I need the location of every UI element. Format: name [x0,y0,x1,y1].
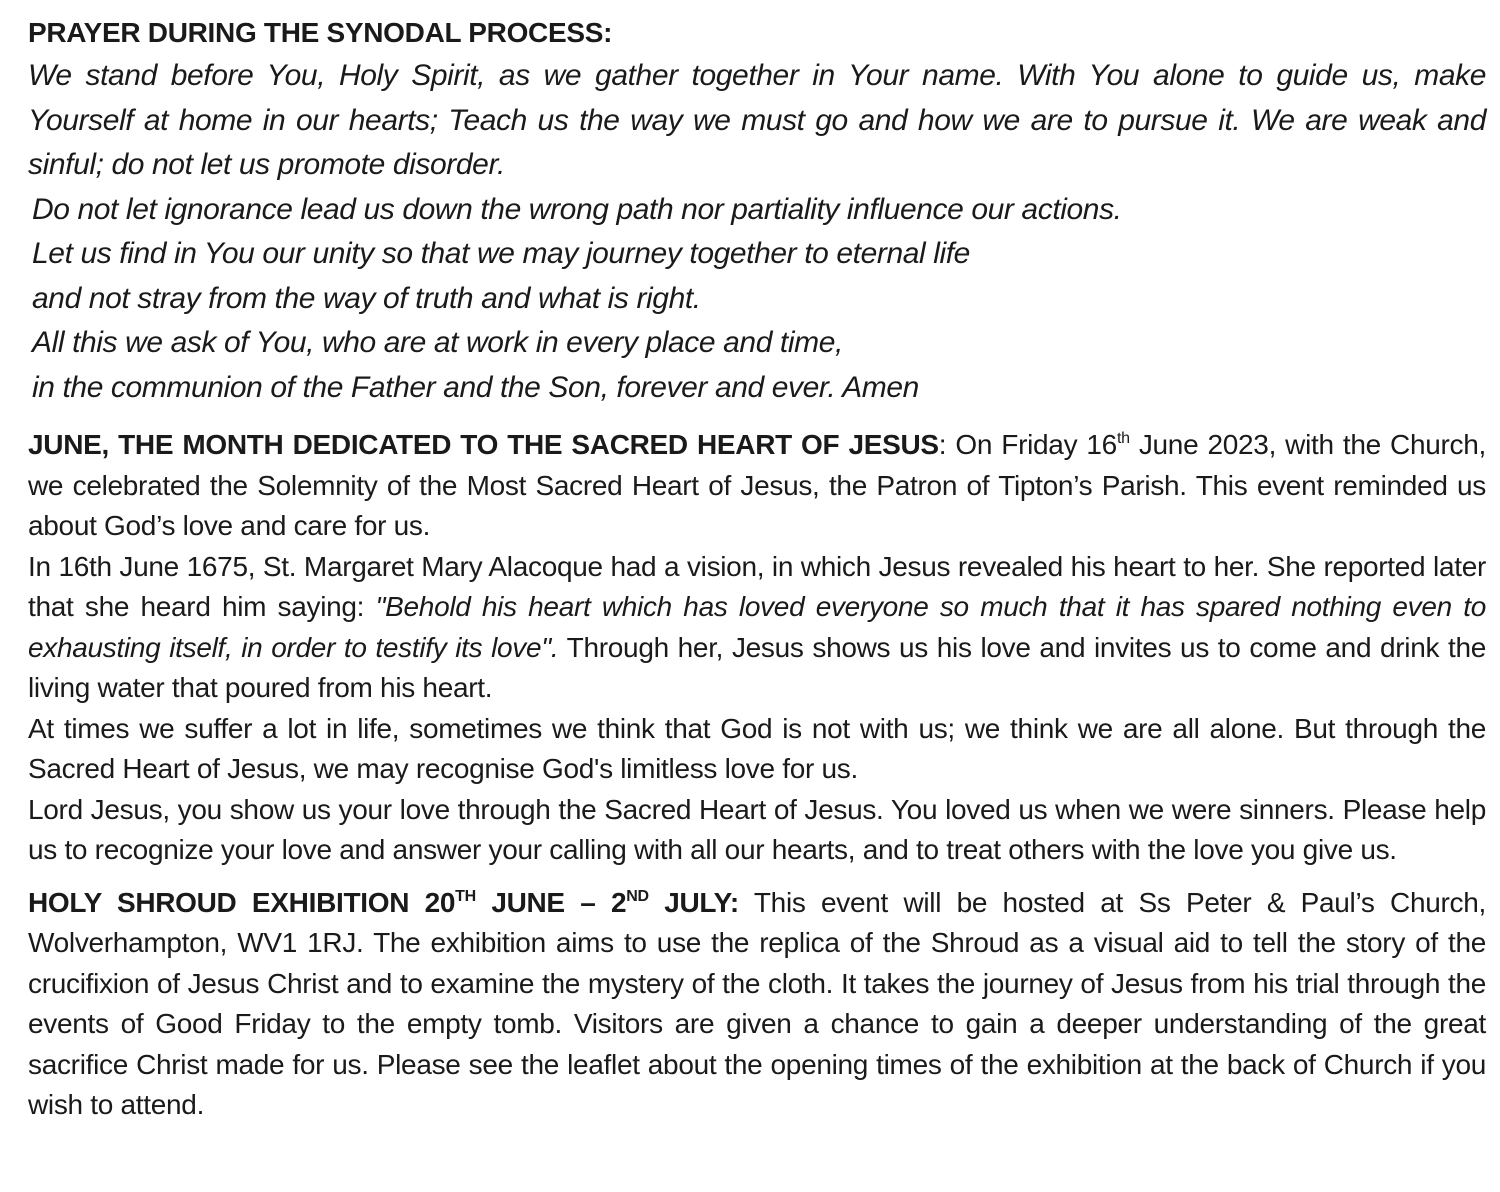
shroud-heading-text: JUNE – 2 [475,886,627,918]
sacred-heart-prayer: Lord Jesus, you show us your love through the Sacred Heart of Jesus. You loved us when we were sinners. Please help us to recognize your love and answer your calling with all our hearts, and to treat others with the love you give us. [28,793,1486,865]
synodal-prayer-heading: PRAYER DURING THE SYNODAL PROCESS: [28,17,613,48]
sacred-heart-intro-text: : On Friday 16 [938,429,1117,460]
sacred-heart-heading: JUNE, THE MONTH DEDICATED TO THE SACRED HEART OF JESUS [28,429,939,460]
shroud-heading-text: HOLY SHROUD EXHIBITION 20 [28,886,456,918]
vision-text: In 16th June 1675, St. Margaret Mary Alacoque had a vision, in which Jesus revealed his heart to her. She reported later that she heard him saying: [28,550,1486,622]
synodal-prayer-line: All this we ask of You, who are at work in every place and time, [32,326,843,359]
synodal-prayer-line: and not stray from the way of truth and what is right. [32,281,701,315]
synodal-prayer-line: Do not let ignorance lead us down the wrong path nor partiality influence our actions. [32,192,1122,226]
sacred-heart-section [28,425,1486,871]
ordinal-suffix: TH [455,887,476,905]
shroud-body: This event will be hosted at Ss Peter & Paul’s Church, Wolverhampton, WV1 1RJ. The exhibition aims to use the replica of the Shroud as a visual aid to tell the story of the crucifixion of Jesus Christ and to examine the mystery of the cloth. It takes the journey of Jesus from his trial through the events of Good Friday to the empty tomb. Visitors are given a chance to gain a deeper understanding of the great sacrifice Christ made for us. Please see the leaflet about the opening times of the exhibition at the back of Church if you wish to attend. [28,886,1486,1120]
vision-text: Through her, Jesus shows us his love and invites us to come and drink the living water that poured from his heart. [28,631,1486,703]
synodal-prayer-opening: We stand before You, Holy Spirit, as we gather together in Your name. With You alone to guide us, make Yourself at home in our hearts; Teach us the way we must go and how we are to pursue it. We are weak and sinful; do not let us promote disorder. [28,59,1486,181]
sacred-heart-intro [28,425,1486,547]
shroud-heading-text: JULY: [648,886,739,918]
bulletin-page [28,12,1486,1126]
shroud-heading [28,887,739,918]
shroud-paragraph [28,883,1486,1126]
ordinal-suffix: th [1116,430,1130,447]
shroud-exhibition-section [28,883,1486,1126]
synodal-prayer-text [28,54,1486,410]
synodal-prayer-line: in the communion of the Father and the Son, forever and ever. Amen [32,370,919,404]
ordinal-suffix: ND [626,887,649,905]
sacred-heart-suffering: At times we suffer a lot in life, sometimes we think that God is not with us; we think we are all alone. But through the Sacred Heart of Jesus, we may recognise God's limitless love for us. [28,712,1486,784]
synodal-prayer-section [28,12,1486,410]
vision-quote: "Behold his heart which has loved everyone so much that it has spared nothing even to exhausting itself, in order to testify its love". [28,591,1486,663]
sacred-heart-intro-text: June 2023, with the Church, we celebrated the Solemnity of the Most Sacred Heart of Jesus, the Patron of Tipton’s Parish. This event reminded us about God’s love and care for us. [28,429,1486,541]
sacred-heart-vision [28,547,1486,709]
synodal-prayer-line: Let us find in You our unity so that we may journey together to eternal life [32,237,970,270]
